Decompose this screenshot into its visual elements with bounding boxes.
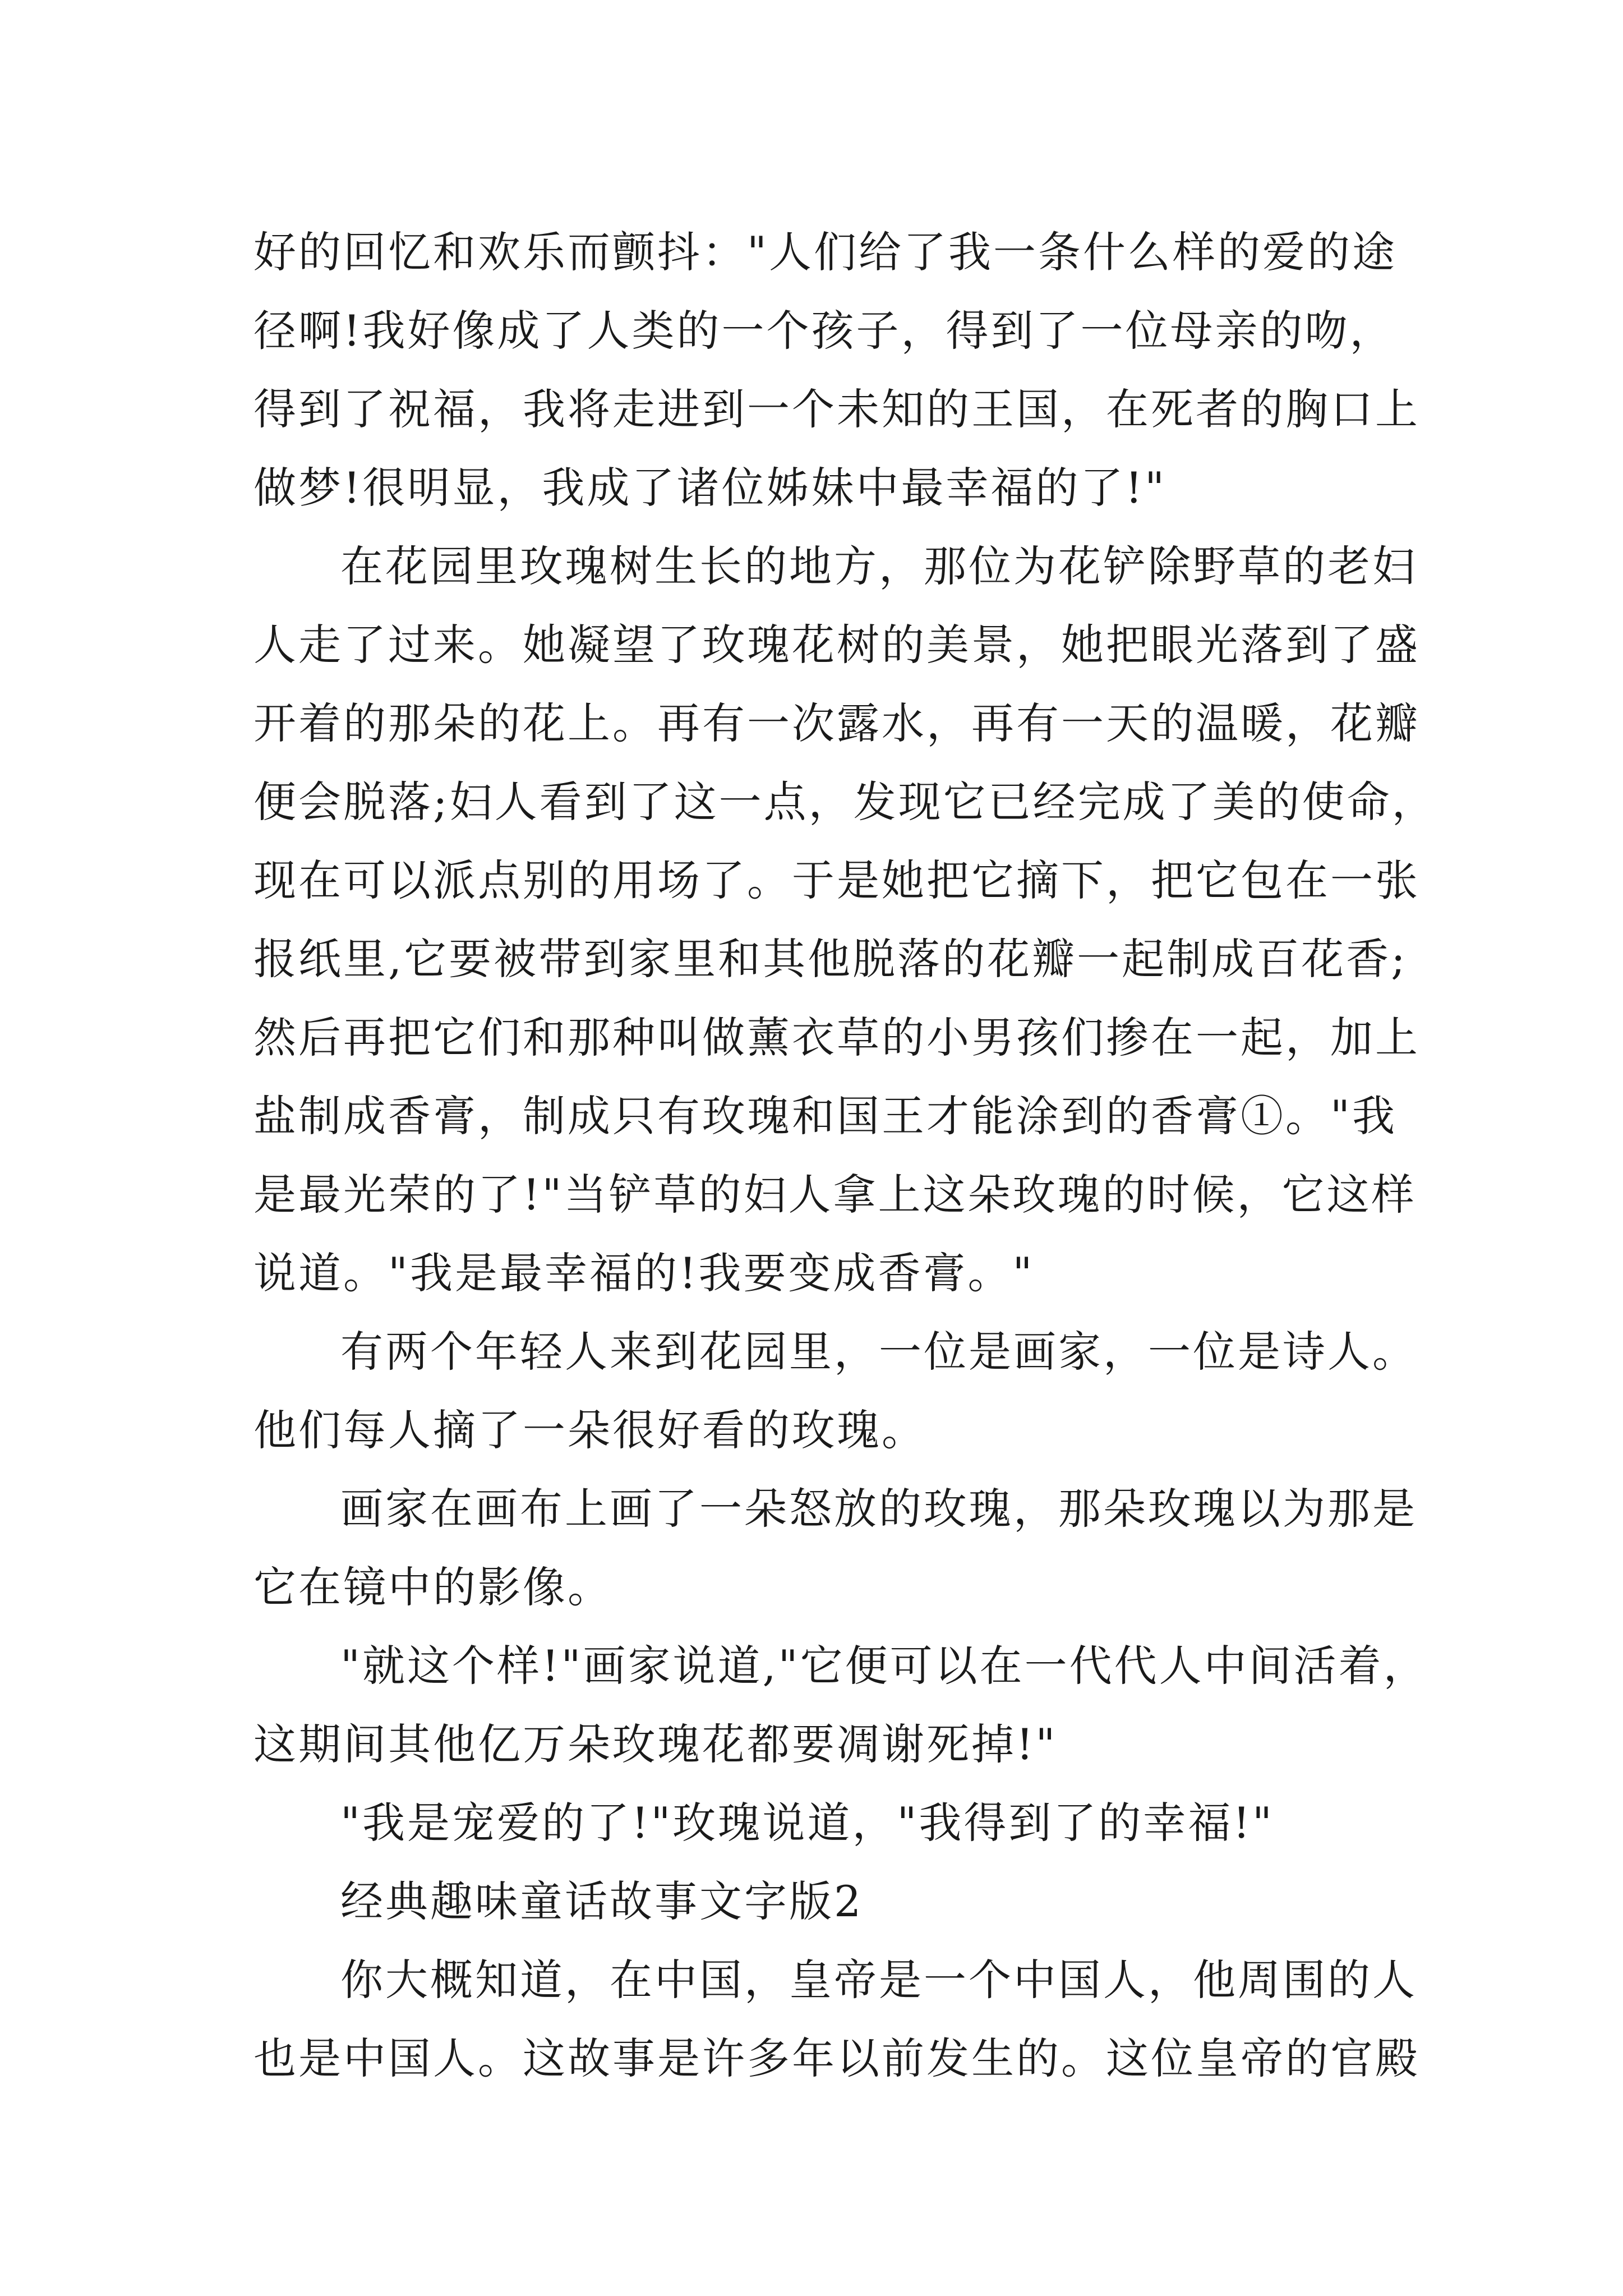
text-line: 径啊!我好像成了人类的一个孩子，得到了一位母亲的吻，: [253, 306, 1395, 356]
text-line: 得到了祝福，我将走进到一个未知的王国，在死者的胸口上: [253, 384, 1420, 434]
paragraph-start-line: 有两个年轻人来到花园里，一位是画家，一位是诗人。: [340, 1327, 1417, 1377]
text-line: 也是中国人。这故事是许多年以前发生的。这位皇帝的官殿: [253, 2033, 1420, 2083]
text-line: 报纸里,它要被带到家里和其他脱落的花瓣一起制成百花香;: [253, 934, 1408, 984]
paragraph-start-line: "我是宠爱的了!"玫瑰说道，"我得到了的幸福!": [340, 1798, 1274, 1848]
text-line: 它在镜中的影像。: [253, 1562, 612, 1612]
text-line: 盐制成香膏，制成只有玫瑰和国王才能涂到的香膏①。"我: [253, 1091, 1397, 1141]
section-heading: 经典趣味童话故事文字版2: [340, 1876, 864, 1926]
paragraph-start-line: 在花园里玫瑰树生长的地方，那位为花铲除野草的老妇: [340, 541, 1417, 591]
text-line: 开着的那朵的花上。再有一次露水，再有一天的温暖，花瓣: [253, 698, 1420, 748]
paragraph-start-line: "就这个样!"画家说道,"它便可以在一代代人中间活着，: [340, 1641, 1428, 1691]
text-line: 这期间其他亿万朵玫瑰花都要凋谢死掉!": [253, 1719, 1058, 1769]
paragraph-start-line: 你大概知道，在中国，皇帝是一个中国人，他周围的人: [340, 1955, 1417, 2005]
text-line: 做梦!很明显，我成了诸位姊妹中最幸福的了!": [253, 463, 1167, 513]
text-line: 说道。"我是最幸福的!我要变成香膏。": [253, 1248, 1035, 1298]
text-line: 现在可以派点别的用场了。于是她把它摘下，把它包在一张: [253, 855, 1420, 905]
text-line: 便会脱落;妇人看到了这一点，发现它已经完成了美的使命，: [253, 777, 1437, 827]
paragraph-start-line: 画家在画布上画了一朵怒放的玫瑰，那朵玫瑰以为那是: [340, 1484, 1417, 1534]
text-line: 人走了过来。她凝望了玫瑰花树的美景，她把眼光落到了盛: [253, 620, 1420, 670]
text-line: 他们每人摘了一朵很好看的玫瑰。: [253, 1405, 926, 1455]
text-line: 好的回忆和欢乐而颤抖："人们给了我一条什么样的爱的途: [253, 227, 1397, 277]
text-line: 是最光荣的了!"当铲草的妇人拿上这朵玫瑰的时候，它这样: [253, 1170, 1417, 1220]
body-text: [253, 213, 1437, 2098]
text-line: 然后再把它们和那种叫做薰衣草的小男孩们掺在一起，加上: [253, 1013, 1420, 1062]
